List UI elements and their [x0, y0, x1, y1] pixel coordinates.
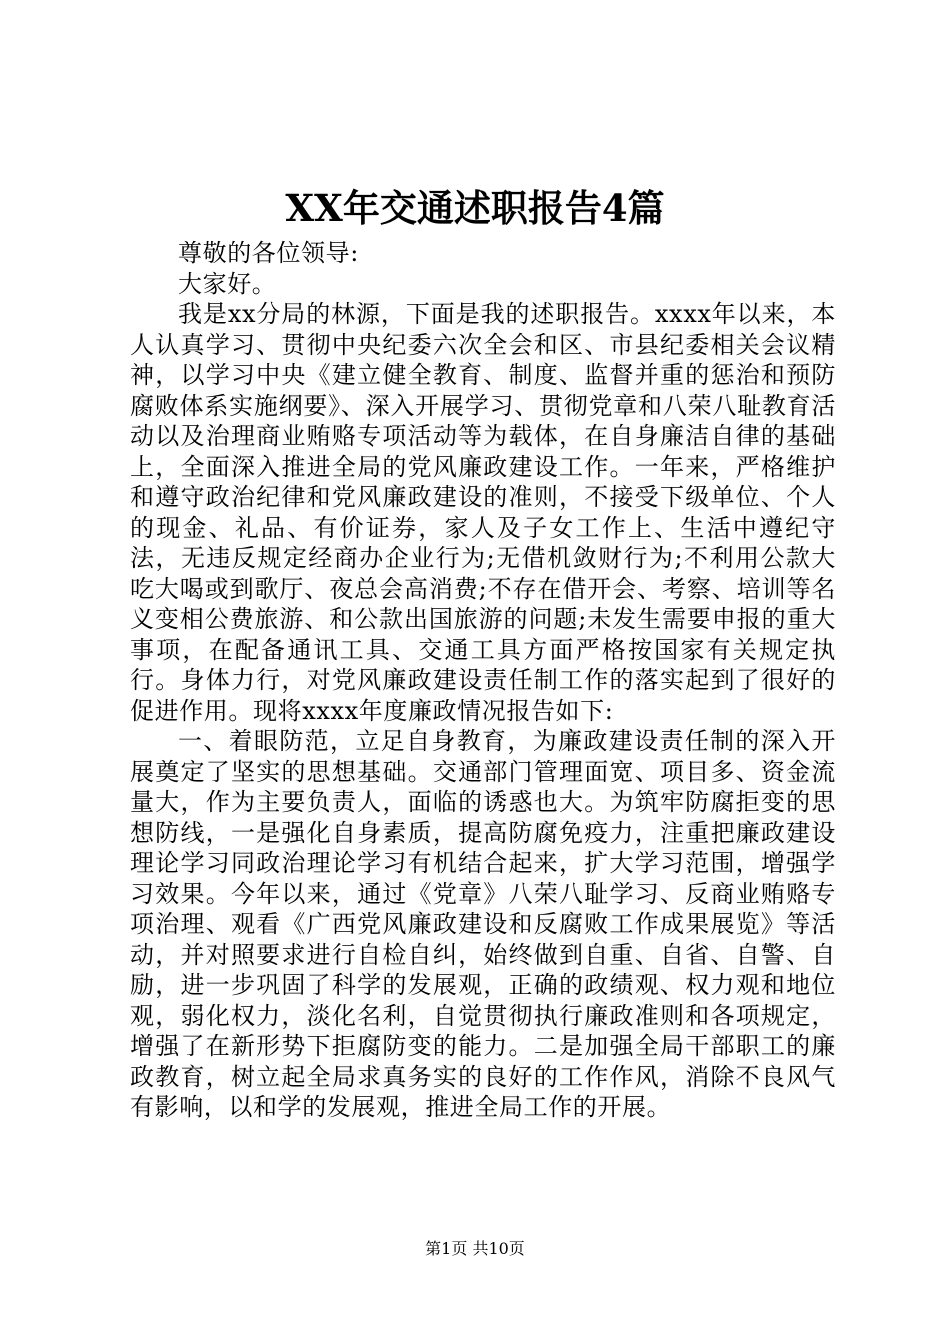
greeting: 大家好。 — [178, 269, 277, 298]
page-footer: 第1页 共10页 — [425, 1239, 525, 1258]
document-title: XX年交通述职报告4篇 — [285, 186, 665, 230]
paragraph-intro: 我是xx分局的林源，下面是我的述职报告。xxxx年以来，本人认真学习、贯彻中央纪委六次全会和区、市县纪委相关会议精神，以学习中央《建立健全教育、制度、监督并重的惩治和预防腐败体系实施纲要》、深入开展学习、贯彻党章和八荣八耻教育活动以及治理商业贿赂专项活动等为载体，在自身廉洁自律的基础上，全面深入推进全局的党风廉政建设工作。一年来，严格维护和遵守政治纪律和党风廉政建设的准则，不接受下级单位、个人的现金、礼品、有价证券，家人及子女工作上、生活中遵纪守法，无违反规定经商办企业行为;无借机敛财行为;不利用公款大吃大喝或到歌厅、夜总会高消费;不存在借开会、考察、培训等名义变相公费旅游、和公款出国旅游的问题;未发生需要申报的重大事项，在配备通讯工具、交通工具方面严格按国家有关规定执行。身体力行，对党风廉政建设责任制工作的落实起到了很好的促进作用。现将xxxx年度廉政情况报告如下: — [130, 300, 836, 725]
document-body — [130, 238, 836, 1123]
paragraph-section-one: 一、着眼防范，立足自身教育，为廉政建设责任制的深入开展奠定了坚实的思想基础。交通部门管理面宽、项目多、资金流量大，作为主要负责人，面临的诱惑也大。为筑牢防腐拒变的思想防线，一是强化自身素质，提高防腐免疫力，注重把廉政建设理论学习同政治理论学习有机结合起来，扩大学习范围，增强学习效果。今年以来，通过《党章》八荣八耻学习、反商业贿赂专项治理、观看《广西党风廉政建设和反腐败工作成果展览》等活动，并对照要求进行自检自纠，始终做到自重、自省、自警、自励，进一步巩固了科学的发展观，正确的政绩观、权力观和地位观，弱化权力，淡化名利，自觉贯彻执行廉政准则和各项规定，增强了在新形势下拒腐防变的能力。二是加强全局干部职工的廉政教育，树立起全局求真务实的良好的工作作风，消除不良风气有影响，以和学的发展观，推进全局工作的开展。 — [130, 727, 836, 1121]
salutation: 尊敬的各位领导: — [178, 239, 359, 267]
